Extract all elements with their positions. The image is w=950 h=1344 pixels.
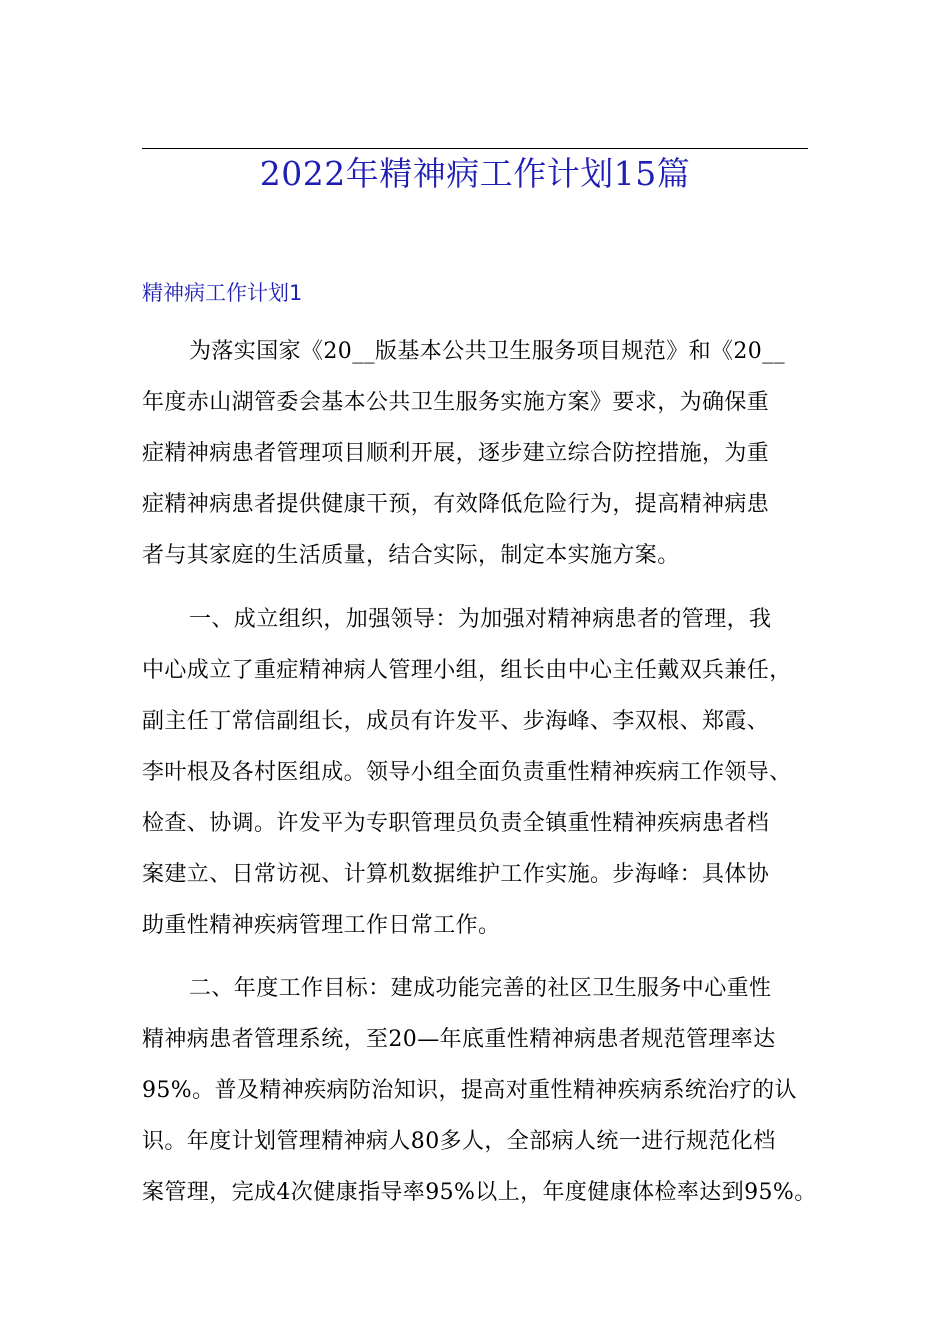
text-line: 二、年度工作目标：建成功能完善的社区卫生服务中心重性 xyxy=(189,976,772,1001)
text-line: 者与其家庭的生活质量，结合实际，制定本实施方案。 xyxy=(142,543,680,568)
text-line: 一、成立组织，加强领导：为加强对精神病患者的管理，我 xyxy=(189,607,772,632)
text-line: 精神病患者管理系统，至20—年底重性精神病患者规范管理率达 xyxy=(142,1027,776,1052)
text-line: 中心成立了重症精神病人管理小组，组长由中心主任戴双兵兼任， xyxy=(142,658,792,683)
text-line: 案管理，完成4次健康指导率95%以上，年度健康体检率达到95%。 xyxy=(142,1180,817,1205)
text-line: 识。年度计划管理精神病人80多人，全部病人统一进行规范化档 xyxy=(142,1129,776,1154)
text-line: 年度赤山湖管委会基本公共卫生服务实施方案》要求，为确保重 xyxy=(142,390,770,415)
text-line: 95%。普及精神疾病防治知识，提高对重性精神疾病系统治疗的认 xyxy=(142,1078,797,1103)
text-line: 案建立、日常访视、计算机数据维护工作实施。步海峰：具体协 xyxy=(142,862,770,887)
text-line: 症精神病患者提供健康干预，有效降低危险行为，提高精神病患 xyxy=(142,492,770,517)
text-line: 副主任丁常信副组长，成员有许发平、步海峰、李双根、郑霞、 xyxy=(142,709,770,734)
text-line: 助重性精神疾病管理工作日常工作。 xyxy=(142,913,501,938)
text-line: 李叶根及各村医组成。领导小组全面负责重性精神疾病工作领导、 xyxy=(142,760,792,785)
text-line: 检查、协调。许发平为专职管理员负责全镇重性精神疾病患者档 xyxy=(142,811,770,836)
text-line: 为落实国家《20__版基本公共卫生服务项目规范》和《20__ xyxy=(189,339,785,364)
section-heading: 精神病工作计划1 xyxy=(142,281,303,305)
text-line: 症精神病患者管理项目顺利开展，逐步建立综合防控措施，为重 xyxy=(142,441,770,466)
top-rule xyxy=(142,148,808,149)
document-title: 2022年精神病工作计划15篇 xyxy=(259,154,691,193)
